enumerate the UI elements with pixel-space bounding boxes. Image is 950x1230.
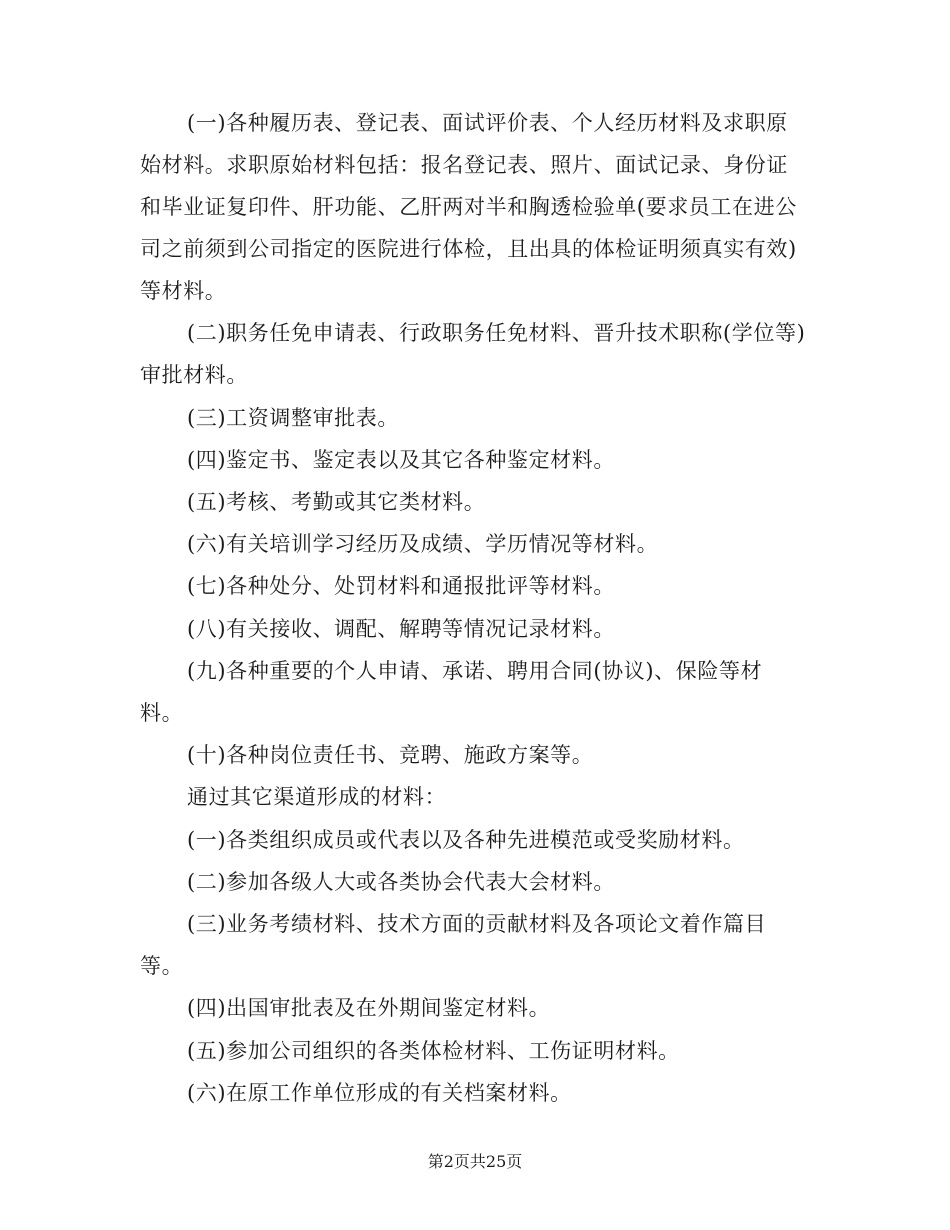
text-line: (七)各种处分、处罚材料和通报批评等材料。: [187, 574, 615, 598]
text-line: 等。: [140, 954, 184, 978]
text-line: 审批材料。: [140, 363, 248, 387]
text-line: (八)有关接收、调配、解聘等情况记录材料。: [187, 617, 615, 641]
text-line: (二)参加各级人大或各类协会代表大会材料。: [187, 870, 615, 894]
text-line: (九)各种重要的个人申请、承诺、聘用合同(协议)、保险等材: [187, 659, 763, 683]
text-line: (三)工资调整审批表。: [187, 406, 399, 430]
text-line: (二)职务任免申请表、行政职务任免材料、晋升技术职称(学位等): [187, 321, 806, 345]
text-line: (五)参加公司组织的各类体检材料、工伤证明材料。: [187, 1039, 680, 1063]
text-line: (六)有关培训学习经历及成绩、学历情况等材料。: [187, 532, 659, 556]
text-line: 等材料。: [140, 279, 227, 303]
text-line: (四)鉴定书、鉴定表以及其它各种鉴定材料。: [187, 448, 615, 472]
text-line: (三)业务考绩材料、技术方面的贡献材料及各项论文着作篇目: [187, 912, 767, 936]
text-line: (四)出国审批表及在外期间鉴定材料。: [187, 996, 551, 1020]
text-line: 始材料。求职原始材料包括：报名登记表、照片、面试记录、身份证: [140, 153, 788, 177]
page-number-footer: 第2页共25页: [427, 1152, 523, 1171]
text-line: (一)各种履历表、登记表、面试评价表、个人经历材料及求职原: [187, 111, 788, 135]
text-line: (十)各种岗位责任书、竞聘、施政方案等。: [187, 743, 594, 767]
text-line: (五)考核、考勤或其它类材料。: [187, 490, 486, 514]
text-line: (一)各类组织成员或代表以及各种先进模范或受奖励材料。: [187, 828, 745, 852]
text-line: 司之前须到公司指定的医院进行体检，且出具的体检证明须真实有效): [140, 237, 797, 261]
text-line: 和毕业证复印件、肝功能、乙肝两对半和胸透检验单(要求员工在进公: [140, 195, 797, 219]
text-line: (六)在原工作单位形成的有关档案材料。: [187, 1081, 572, 1105]
text-line: 通过其它渠道形成的材料：: [187, 785, 447, 809]
text-line: 料。: [140, 701, 184, 725]
